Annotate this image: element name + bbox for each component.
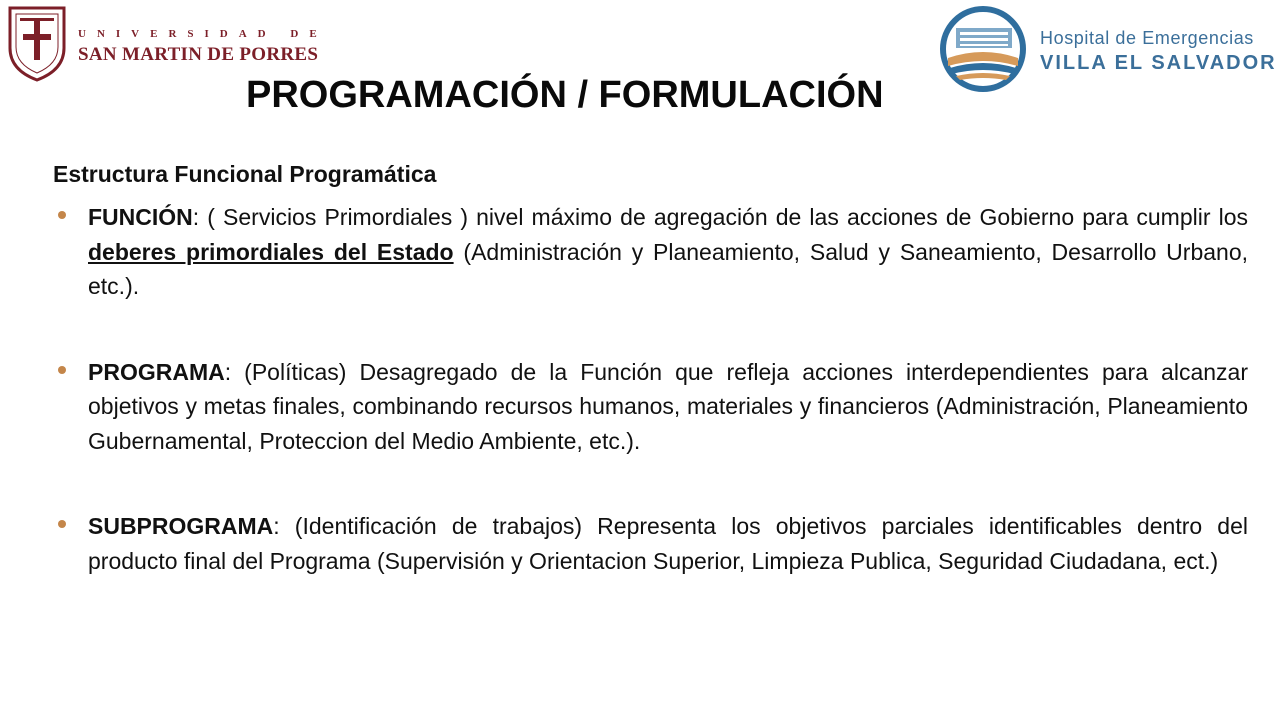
list-item-programa [58,355,1248,459]
item-description: : (Políticas) Desagregado de la Función que refleja acciones interdependientes para alcanzar objetivos y metas finales, combinando recursos humanos, materiales y financieros (Administración, Planeamiento Gubernamental, Proteccion del Medio Ambiente, etc.). [88,358,1248,454]
hospital-logo [936,6,1277,92]
bullet-list [58,200,1248,629]
list-item-funcion [58,200,1248,304]
section-subtitle: Estructura Funcional Programática [53,161,437,187]
hospital-name-line1: Hospital de Emergencias [1040,28,1254,48]
hospital-name-line2: VILLA EL SALVADOR [1040,52,1277,74]
item-description: : (Identificación de trabajos) Representa los objetivos parciales identificables dentro del producto final del Programa (Supervisión y Orientacion Superior, Limpieza Publica, Seguridad Ciudadana, ect.) [88,513,1248,574]
item-description: : ( Servicios Primordiales ) nivel máximo de agregación de las acciones de Gobierno para cumplir los [192,204,1248,230]
hospital-emblem-icon [936,6,1030,92]
university-name: SAN MARTIN DE PORRES [78,44,319,65]
item-text [88,509,1248,578]
bullet-icon [58,211,66,219]
item-term: FUNCIÓN [88,204,193,230]
university-shield-icon [6,4,68,82]
item-highlight: deberes primordiales del Estado [88,238,454,265]
university-logo [6,4,328,82]
bullet-icon [58,520,66,528]
page-title: PROGRAMACIÓN / FORMULACIÓN [246,74,884,116]
item-term: SUBPROGRAMA [88,513,274,539]
item-text [88,355,1248,459]
item-description-end: (Administración y Planeamiento, Salud y Saneamiento, Desarrollo Urbano, etc.). [88,238,1249,299]
university-top-text: UNIVERSIDAD DE [78,28,328,40]
bullet-icon [58,366,66,374]
item-text [88,200,1248,304]
item-term: PROGRAMA [88,358,225,385]
list-item-subprograma [58,509,1248,578]
